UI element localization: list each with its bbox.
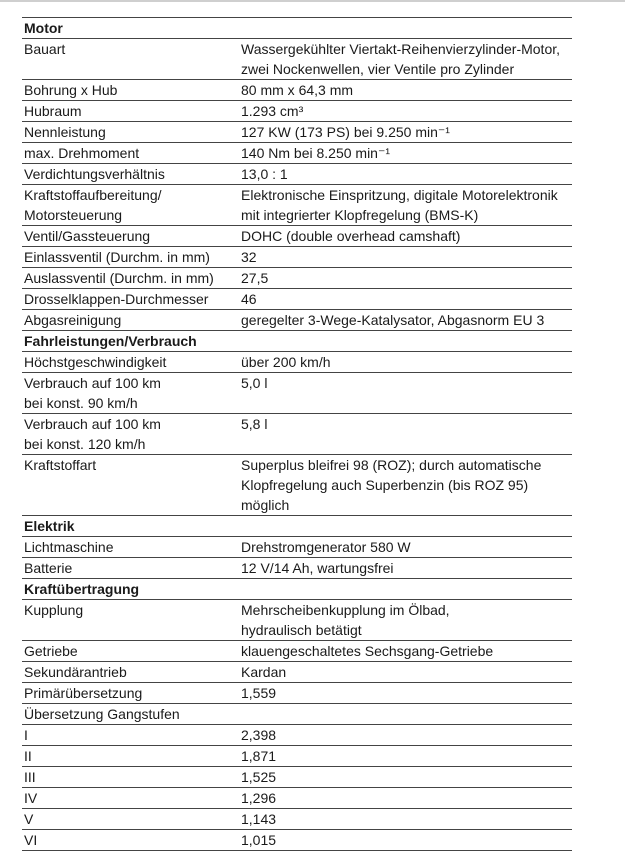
spec-value-line: 5,0 l: [241, 375, 268, 391]
spec-label: [22, 268, 238, 289]
spec-value: [238, 641, 572, 662]
spec-label-line: Getriebe: [24, 643, 78, 659]
spec-value-line: klauengeschaltetes Sechsgang-Getriebe: [241, 643, 494, 659]
spec-label: [22, 143, 238, 164]
spec-label-line: Nennleistung: [24, 124, 106, 140]
section-header: [22, 516, 572, 537]
spec-label-line: Kraftstoffaufbereitung/: [24, 187, 162, 203]
spec-value-line: 1,296: [241, 790, 277, 806]
spec-value-line: geregelter 3-Wege-Katalysator, Abgasnorm EU 3: [241, 312, 545, 328]
spec-value: [238, 455, 572, 516]
section-title: Motor: [22, 18, 572, 39]
spec-label: [22, 455, 238, 516]
spec-label: [22, 725, 238, 746]
spec-sheet: [22, 17, 572, 851]
spec-value-line: 46: [241, 291, 257, 307]
spec-row: [22, 101, 572, 122]
spec-value-line: 1,525: [241, 769, 277, 785]
spec-row: [22, 537, 572, 558]
spec-label-line: Hubraum: [24, 103, 82, 119]
spec-value-line: [241, 704, 572, 724]
spec-value: [238, 226, 572, 247]
spec-label-line: Drosselklappen-Durchmesser: [24, 291, 209, 307]
section-title: Elektrik: [22, 516, 572, 537]
spec-label: [22, 809, 238, 830]
spec-label-line: VI: [24, 832, 38, 848]
spec-label-line: Verbrauch auf 100 km: [24, 416, 161, 432]
spec-value-line: 80 mm x 64,3 mm: [241, 82, 354, 98]
spec-label: [22, 226, 238, 247]
spec-value: [238, 289, 572, 310]
spec-label-line: Bauart: [24, 41, 66, 57]
spec-value-line: 1,143: [241, 811, 277, 827]
spec-label-line: Einlassventil (Durchm. in mm): [24, 249, 210, 265]
spec-row: [22, 683, 572, 704]
spec-table-body: [22, 18, 572, 851]
spec-label: [22, 247, 238, 268]
spec-value: [238, 101, 572, 122]
spec-label: [22, 352, 238, 373]
spec-row: [22, 80, 572, 101]
spec-value: [238, 373, 572, 414]
spec-value-line: möglich: [241, 497, 290, 513]
spec-row: [22, 704, 572, 725]
spec-label-line: II: [24, 748, 32, 764]
spec-label-line: Höchstgeschwindigkeit: [24, 354, 167, 370]
spec-value: [238, 809, 572, 830]
spec-row: [22, 788, 572, 809]
spec-label: [22, 704, 238, 725]
spec-label-line: bei konst. 90 km/h: [24, 395, 138, 411]
spec-label: [22, 746, 238, 767]
spec-value: [238, 683, 572, 704]
spec-row: [22, 310, 572, 331]
spec-label-line: IV: [24, 790, 38, 806]
spec-label-line: bei konst. 120 km/h: [24, 436, 146, 452]
spec-label-line: Übersetzung Gangstufen: [24, 706, 180, 722]
spec-value-line: 140 Nm bei 8.250 min⁻¹: [241, 145, 391, 161]
spec-label-line: Kupplung: [24, 602, 84, 618]
spec-value-line: 127 KW (173 PS) bei 9.250 min⁻¹: [241, 124, 450, 140]
spec-label-line: Verbrauch auf 100 km: [24, 375, 161, 391]
spec-row: [22, 641, 572, 662]
spec-row: [22, 143, 572, 164]
spec-label-line: I: [24, 727, 28, 743]
spec-value: [238, 247, 572, 268]
spec-value: [238, 122, 572, 143]
spec-label-line: Auslassventil (Durchm. in mm): [24, 270, 214, 286]
spec-label-line: max. Drehmoment: [24, 145, 140, 161]
spec-table: [22, 17, 572, 851]
spec-row: [22, 809, 572, 830]
spec-row: [22, 830, 572, 851]
spec-row: [22, 373, 572, 414]
section-title: Fahrleistungen/Verbrauch: [22, 331, 572, 352]
spec-row: [22, 226, 572, 247]
spec-label-line: Batterie: [24, 560, 73, 576]
spec-row: [22, 164, 572, 185]
spec-label: [22, 830, 238, 851]
spec-label: [22, 80, 238, 101]
spec-row: [22, 662, 572, 683]
spec-value-line: 5,8 l: [241, 416, 268, 432]
spec-value-line: über 200 km/h: [241, 354, 331, 370]
spec-value: [238, 746, 572, 767]
spec-label-line: Motorsteuerung: [24, 207, 123, 223]
spec-row: [22, 725, 572, 746]
spec-label: [22, 414, 238, 455]
spec-value-line: Mehrscheibenkupplung im Ölbad,: [241, 602, 450, 618]
spec-value-line: 27,5: [241, 270, 269, 286]
spec-row: [22, 185, 572, 226]
spec-row: [22, 289, 572, 310]
spec-value-line: zwei Nockenwellen, vier Ventile pro Zylinder: [241, 61, 515, 77]
spec-value-line: Kardan: [241, 664, 287, 680]
spec-label: [22, 101, 238, 122]
section-header: [22, 18, 572, 39]
spec-label: [22, 767, 238, 788]
spec-label-line: Lichtmaschine: [24, 539, 114, 555]
spec-value-line: 1,559: [241, 685, 277, 701]
spec-value: [238, 767, 572, 788]
section-header: [22, 579, 572, 600]
spec-row: [22, 352, 572, 373]
spec-label: [22, 289, 238, 310]
spec-label-line: Sekundärantrieb: [24, 664, 127, 680]
spec-label-line: Bohrung x Hub: [24, 82, 118, 98]
spec-value-line: 1,871: [241, 748, 277, 764]
spec-value-line: 2,398: [241, 727, 277, 743]
spec-value-line: mit integrierter Klopfregelung (BMS-K): [241, 207, 479, 223]
spec-value: [238, 310, 572, 331]
spec-value-line: 13,0 : 1: [241, 166, 288, 182]
spec-label-line: Verdichtungsverhältnis: [24, 166, 165, 182]
spec-value: [238, 600, 572, 641]
spec-value: [238, 704, 572, 725]
spec-row: [22, 600, 572, 641]
spec-value: [238, 414, 572, 455]
spec-row: [22, 247, 572, 268]
spec-label: [22, 185, 238, 226]
spec-row: [22, 39, 572, 80]
spec-label: [22, 683, 238, 704]
spec-label: [22, 662, 238, 683]
spec-value-line: hydraulisch betätigt: [241, 622, 362, 638]
spec-value-line: 32: [241, 249, 257, 265]
spec-value: [238, 268, 572, 289]
section-header: [22, 331, 572, 352]
spec-value: [238, 558, 572, 579]
spec-row: [22, 414, 572, 455]
spec-value: [238, 39, 572, 80]
spec-row: [22, 455, 572, 516]
spec-value-line: Drehstromgenerator 580 W: [241, 539, 411, 555]
spec-label-line: Kraftstoffart: [24, 457, 97, 473]
spec-value-line: Elektronische Einspritzung, digitale Motorelektronik: [241, 187, 558, 203]
spec-row: [22, 558, 572, 579]
spec-label: [22, 310, 238, 331]
spec-value-line: 12 V/14 Ah, wartungsfrei: [241, 560, 394, 576]
spec-label: [22, 373, 238, 414]
spec-value: [238, 830, 572, 851]
spec-value: [238, 537, 572, 558]
spec-label: [22, 600, 238, 641]
spec-value-line: Wassergekühlter Viertakt-Reihenvierzylinder-Motor,: [241, 41, 561, 57]
spec-value: [238, 164, 572, 185]
spec-label: [22, 788, 238, 809]
spec-value-line: DOHC (double overhead camshaft): [241, 228, 461, 244]
spec-value: [238, 143, 572, 164]
spec-value: [238, 80, 572, 101]
spec-label: [22, 122, 238, 143]
spec-value: [238, 352, 572, 373]
spec-value: [238, 662, 572, 683]
spec-label-line: Abgasreinigung: [24, 312, 122, 328]
spec-row: [22, 746, 572, 767]
spec-value: [238, 725, 572, 746]
spec-value-line: Superplus bleifrei 98 (ROZ); durch automatische: [241, 457, 542, 473]
spec-value-line: Klopfregelung auch Superbenzin (bis ROZ 95): [241, 477, 529, 493]
spec-row: [22, 767, 572, 788]
spec-label: [22, 537, 238, 558]
section-title: Kraftübertragung: [22, 579, 572, 600]
spec-label-line: Ventil/Gassteuerung: [24, 228, 151, 244]
spec-row: [22, 268, 572, 289]
spec-value: [238, 185, 572, 226]
page-top-rule: [0, 0, 625, 2]
spec-label: [22, 39, 238, 80]
spec-value-line: 1.293 cm³: [241, 103, 304, 119]
spec-label-line: Primärübersetzung: [24, 685, 143, 701]
spec-label: [22, 641, 238, 662]
spec-row: [22, 122, 572, 143]
spec-value: [238, 788, 572, 809]
spec-value-line: 1,015: [241, 832, 277, 848]
spec-label: [22, 164, 238, 185]
spec-label-line: III: [24, 769, 36, 785]
spec-label-line: V: [24, 811, 34, 827]
spec-label: [22, 558, 238, 579]
